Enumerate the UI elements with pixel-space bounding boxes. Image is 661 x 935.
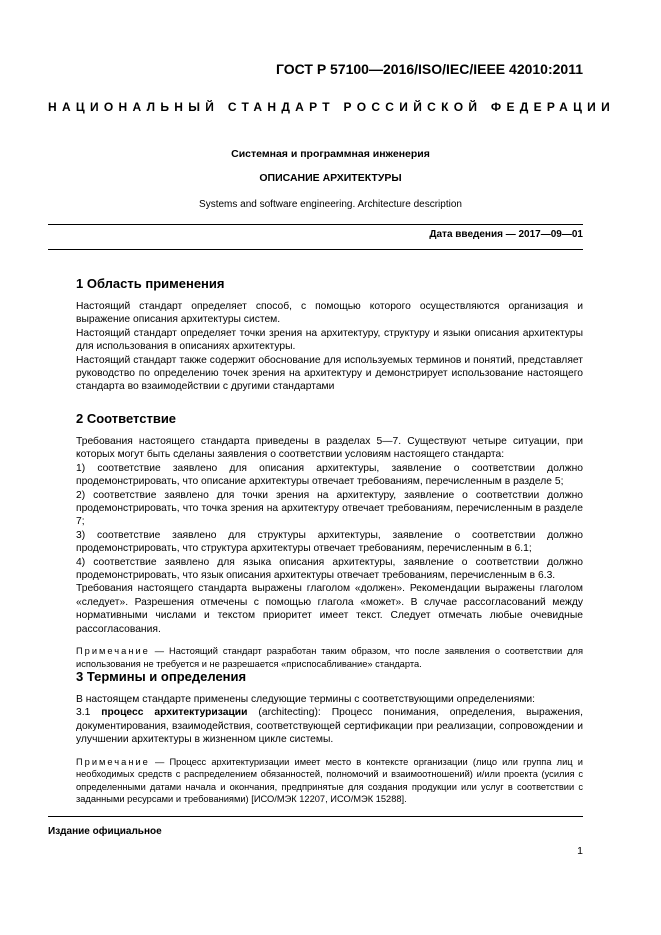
footer-divider — [48, 816, 583, 817]
term-definition: 3.1 процесс архитектуризации (architecting): Процесс понимания, определения, выражения, документирования, взаимодействия, соответствующей сертификации при реализации, сопровождении и улучшении архитектуры в жизненном цикле системы. — [76, 707, 583, 746]
section-conformance — [76, 411, 583, 670]
list-item: 2) соответствие заявлено для точки зрения на архитектуру, заявление о соответствии должно продемонстрировать, что точка зрения на архитектуру отвечает требованиям, перечисленным в разделе 7; — [76, 489, 583, 528]
term-name: процесс архитектуризации — [101, 707, 248, 719]
document-title-english: Systems and software engineering. Architecture description — [199, 199, 462, 210]
note: Примечание — Настоящий стандарт разработан таким образом, что после заявления о соответствии для использования не требуется и не разрешается «приспосабливание» стандарта. — [76, 646, 583, 669]
document-subject: Системная и программная инженерия — [231, 148, 430, 160]
section-terms — [76, 669, 583, 806]
note: Примечание — Процесс архитектуризации имеет место в контексте организации (лицо или группа лиц и необходимых средств с распределением обязанностей, полномочий и взаимоотношений) и/или проекта (усилия с определенными датами начала и окончания, предпринятые для создания продукции или услуг в соответствии с заданными ресурсами и требованиями) [ИСО/МЭК 12207, ИСО/МЭК 15288]. — [76, 756, 583, 805]
section-heading: 3 Термины и определения — [76, 669, 247, 684]
section-scope — [76, 276, 583, 394]
paragraph: Требования настоящего стандарта приведены в разделах 5—7. Существуют четыре ситуации, при которых могут быть сделаны заявления о соответствии условиям настоящего стандарта: — [76, 436, 583, 461]
title-divider — [48, 224, 583, 225]
official-edition-label: Издание официальное — [48, 826, 162, 837]
paragraph: Настоящий стандарт определяет способ, с помощью которого осуществляются организация и выражение описания архитектуры систем. — [76, 301, 583, 326]
date-divider — [48, 249, 583, 250]
section-heading: 2 Соответствие — [76, 411, 177, 426]
list-item: 4) соответствие заявлено для языка описания архитектуры, заявление о соответствии должно продемонстрировать, что язык описания архитектуры отвечает требованиям, перечисленным в 6.3. — [76, 556, 583, 582]
paragraph: В настоящем стандарте применены следующие термины с соответствующими определениями: — [76, 694, 536, 705]
paragraph: Настоящий стандарт также содержит обоснование для используемых терминов и понятий, представляет руководство по определению точек зрения на архитектуру и демонстрирует использование настоящего стандарта во взаимодействии с другими стандартами — [76, 354, 583, 393]
paragraph: Требования настоящего стандарта выражены глаголом «должен». Рекомендации выражены глаголом «следует». Разрешения отмечены с помощью глагола «может». В случае рассогласований между нормативными числами и текстом приоритет имеет текст. Следует отмечать любые очевидные рассогласования. — [76, 583, 583, 635]
paragraph: Настоящий стандарт определяет точки зрения на архитектуру, структуру и языки описания архитектуры для использования в описаниях архитектуры. — [76, 327, 583, 353]
page-number: 1 — [577, 845, 583, 857]
section-heading: 1 Область применения — [76, 276, 225, 291]
national-standard-banner: НАЦИОНАЛЬНЫЙ СТАНДАРТ РОССИЙСКОЙ ФЕДЕРАЦИИ — [48, 100, 616, 114]
introduction-date: Дата введения — 2017—09—01 — [429, 229, 583, 240]
document-title: ОПИСАНИЕ АРХИТЕКТУРЫ — [259, 172, 402, 184]
list-item: 1) соответствие заявлено для описания архитектуры, заявление о соответствии должно продемонстрировать, что описание архитектуры отвечает требованиям, перечисленным в разделе 5; — [76, 462, 583, 488]
list-item: 3) соответствие заявлено для структуры архитектуры, заявление о соответствии должно продемонстрировать, что структура архитектуры отвечает требованиям, перечисленным в 6.1; — [76, 529, 583, 555]
standard-code: ГОСТ Р 57100—2016/ISO/IEC/IEEE 42010:2011 — [275, 61, 583, 77]
